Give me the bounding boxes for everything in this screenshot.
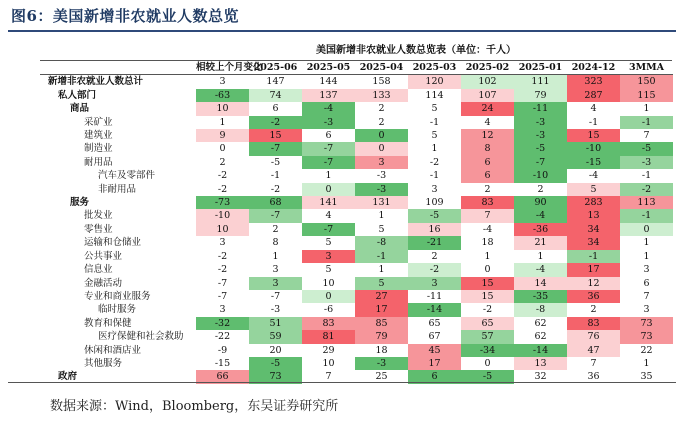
value-cell: 8 [249,236,302,249]
value-cell: 5 [302,263,355,276]
value-cell: -5 [249,357,302,370]
value-cell: 22 [620,344,673,357]
value-cell: 83 [302,317,355,330]
row-label: 服务 [70,197,90,209]
value-cell: 74 [249,89,302,102]
table-row [40,75,673,89]
value-cell: -1 [620,209,673,222]
value-cell: 6 [302,129,355,142]
column-header: 2025-02 [461,61,514,75]
row-label: 制造业 [84,143,113,155]
value-cell: -35 [514,290,567,303]
table-row [40,303,673,316]
value-cell: 144 [302,75,355,89]
value-cell: -3 [302,116,355,129]
value-cell: 5 [355,277,408,290]
value-cell: 7 [620,290,673,303]
value-cell: -73 [196,196,249,209]
value-cell: -1 [408,169,461,182]
data-table-wrapper [40,44,672,384]
value-cell: 3 [249,277,302,290]
value-cell: -5 [514,142,567,155]
value-cell: 16 [408,223,461,236]
row-label: 批发业 [84,210,113,222]
table-row [40,236,673,249]
value-cell: -5 [620,142,673,155]
value-cell: 36 [567,290,620,303]
column-header: 2025-05 [302,61,355,75]
value-cell: 15 [461,290,514,303]
value-cell: 3 [408,277,461,290]
value-cell: 15 [567,129,620,142]
value-cell: -5 [461,370,514,383]
value-cell: 4 [567,102,620,115]
value-cell: 68 [249,196,302,209]
value-cell: 5 [408,102,461,115]
column-header: 相较上个月变化 [196,62,263,73]
value-cell: 323 [567,75,620,89]
value-cell: -10 [196,209,249,222]
table-row [40,330,673,343]
value-cell: 10 [196,102,249,115]
value-cell: 0 [196,142,249,155]
table-row [40,317,673,330]
value-cell: -11 [514,102,567,115]
value-cell: 7 [302,370,355,383]
value-cell: -63 [196,89,249,102]
value-cell: -4 [302,102,355,115]
value-cell: 12 [461,129,514,142]
figure-title: 图6：美国新增非农就业人数总览 [11,7,239,25]
value-cell: -15 [196,357,249,370]
value-cell: -1 [620,116,673,129]
value-cell: -3 [514,129,567,142]
value-cell: -7 [196,277,249,290]
column-header: 2025-03 [408,61,461,75]
value-cell: 66 [196,370,249,383]
value-cell: 6 [408,370,461,383]
value-cell: 73 [620,330,673,343]
row-label: 公共事业 [84,250,123,262]
value-cell: -14 [408,303,461,316]
value-cell: 15 [461,277,514,290]
table-row [40,357,673,370]
value-cell: 65 [461,317,514,330]
value-cell: 3 [355,156,408,169]
value-cell: 81 [302,330,355,343]
value-cell: 133 [355,89,408,102]
value-cell: 3 [408,183,461,196]
value-cell: 59 [249,330,302,343]
value-cell: 1 [355,263,408,276]
value-cell: 73 [620,317,673,330]
value-cell: 1 [408,142,461,155]
value-cell: 0 [461,357,514,370]
value-cell: 12 [567,277,620,290]
value-cell: 1 [620,102,673,115]
value-cell: -2 [408,263,461,276]
row-label: 医疗保健和社会救助 [98,331,184,343]
value-cell: -14 [514,344,567,357]
table-title: 美国新增非农就业人数总览表（单位：千人） [316,45,516,56]
bottom-rule [8,382,676,383]
value-cell: 14 [514,277,567,290]
column-header: 2025-01 [514,61,567,75]
row-label: 商品 [70,103,90,115]
value-cell: 0 [355,129,408,142]
value-cell: 24 [461,102,514,115]
value-cell: 2 [567,303,620,316]
table-row [40,263,673,276]
value-cell: -3 [355,169,408,182]
value-cell: 73 [249,370,302,383]
value-cell: 131 [355,196,408,209]
value-cell: 107 [461,89,514,102]
value-cell: 2 [408,250,461,263]
value-cell: 17 [355,303,408,316]
value-cell: 79 [355,330,408,343]
table-row [40,277,673,290]
value-cell: 76 [567,330,620,343]
row-label: 政府 [58,371,78,383]
row-label: 非耐用品 [98,183,137,195]
value-cell: 32 [514,370,567,383]
value-cell: 15 [249,129,302,142]
value-cell: 158 [355,75,408,89]
value-cell: 17 [408,357,461,370]
value-cell: 17 [567,263,620,276]
value-cell: 7 [620,129,673,142]
value-cell: 3 [196,75,249,89]
value-cell: 1 [249,250,302,263]
value-cell: 10 [302,277,355,290]
value-cell: -8 [514,303,567,316]
source-note: 数据来源：Wind，Bloomberg，东吴证券研究所 [50,399,339,414]
value-cell: 10 [196,223,249,236]
value-cell: -2 [196,169,249,182]
value-cell: -1 [567,250,620,263]
value-cell: -7 [302,156,355,169]
value-cell: 1 [620,236,673,249]
value-cell: 36 [567,370,620,383]
value-cell: 20 [249,344,302,357]
value-cell: 18 [355,344,408,357]
value-cell: -7 [302,142,355,155]
value-cell: -4 [514,209,567,222]
value-cell: 147 [249,75,302,89]
value-cell: 18 [461,236,514,249]
value-cell: 90 [514,196,567,209]
value-cell: -4 [461,223,514,236]
value-cell: 3 [620,263,673,276]
value-cell: 6 [461,156,514,169]
row-label: 金融活动 [84,277,123,289]
value-cell: 1 [461,250,514,263]
value-cell: 13 [567,209,620,222]
table-row [40,196,673,209]
value-cell: 6 [620,277,673,290]
value-cell: -15 [567,156,620,169]
value-cell: 0 [302,290,355,303]
value-cell: -22 [196,330,249,343]
header-label-cell [40,61,196,75]
table-row [40,169,673,182]
value-cell: -2 [196,250,249,263]
value-cell: 57 [461,330,514,343]
column-header: 2025-06 [249,61,302,75]
row-label: 休闲和酒店业 [84,344,142,356]
row-label: 新增非农就业人数总计 [48,76,144,88]
value-cell: -1 [249,169,302,182]
value-cell: -8 [355,236,408,249]
value-cell: 45 [408,344,461,357]
value-cell: 51 [249,317,302,330]
value-cell: 79 [514,89,567,102]
value-cell: 7 [567,357,620,370]
value-cell: 141 [302,196,355,209]
table-row [40,102,673,115]
value-cell: 0 [461,263,514,276]
value-cell: -7 [249,209,302,222]
value-cell: -2 [461,303,514,316]
value-cell: -32 [196,317,249,330]
value-cell: 21 [514,236,567,249]
value-cell: 2 [514,183,567,196]
value-cell: 2 [249,223,302,236]
value-cell: -5 [249,156,302,169]
value-cell: 1 [514,250,567,263]
value-cell: -1 [408,116,461,129]
table-row [40,223,673,236]
value-cell: -11 [408,290,461,303]
table-row [40,209,673,222]
value-cell: 3 [249,263,302,276]
value-cell: 5 [302,236,355,249]
value-cell: -21 [408,236,461,249]
value-cell: 9 [196,129,249,142]
value-cell: 13 [514,357,567,370]
value-cell: 83 [461,196,514,209]
value-cell: 2 [196,156,249,169]
table-row [40,116,673,129]
value-cell: 0 [355,142,408,155]
row-label: 专业和商业服务 [84,290,151,302]
value-cell: 85 [355,317,408,330]
column-header: 2025-04 [355,61,408,75]
row-label: 教育和保健 [84,317,132,329]
value-cell: 1 [196,116,249,129]
value-cell: -10 [514,169,567,182]
value-cell: 114 [408,89,461,102]
row-label: 临时服务 [98,304,137,316]
value-cell: -2 [196,263,249,276]
value-cell: 102 [461,75,514,89]
value-cell: 10 [302,357,355,370]
value-cell: 1 [302,169,355,182]
value-cell: -1 [355,250,408,263]
value-cell: 5 [408,129,461,142]
value-cell: 2 [461,183,514,196]
value-cell: 5 [567,183,620,196]
table-row [40,183,673,196]
nfp-table [40,61,673,384]
row-label: 汽车及零部件 [98,170,156,182]
row-label: 运输和仓储业 [84,237,142,249]
table-row [40,290,673,303]
table-row [40,89,673,102]
value-cell: -3 [355,357,408,370]
value-cell: 62 [514,330,567,343]
value-cell: -10 [567,142,620,155]
value-cell: 4 [461,116,514,129]
column-header: 3MMA [620,61,673,75]
value-cell: 150 [620,75,673,89]
value-cell: -4 [514,263,567,276]
value-cell: -7 [249,290,302,303]
row-label: 其他服务 [84,357,123,369]
value-cell: 65 [408,317,461,330]
value-cell: 3 [302,250,355,263]
table-row [40,129,673,142]
value-cell: 1 [355,209,408,222]
value-cell: -7 [249,142,302,155]
value-cell: 0 [302,183,355,196]
value-cell: 6 [249,102,302,115]
value-cell: -1 [567,116,620,129]
value-cell: 4 [302,209,355,222]
value-cell: 7 [461,209,514,222]
value-cell: 25 [355,370,408,383]
value-cell: 62 [514,317,567,330]
value-cell: 283 [567,196,620,209]
value-cell: -36 [514,223,567,236]
value-cell: 3 [620,303,673,316]
value-cell: -3 [355,183,408,196]
value-cell: 29 [302,344,355,357]
value-cell: 287 [567,89,620,102]
value-cell: 5 [355,223,408,236]
value-cell: -7 [302,223,355,236]
value-cell: 1 [620,250,673,263]
value-cell: -34 [461,344,514,357]
value-cell: 34 [567,236,620,249]
value-cell: 3 [196,303,249,316]
value-cell: 1 [620,357,673,370]
value-cell: -4 [567,169,620,182]
table-row [40,142,673,155]
value-cell: 3 [196,236,249,249]
value-cell: 137 [302,89,355,102]
value-cell: 34 [567,223,620,236]
value-cell: -2 [408,156,461,169]
value-cell: -2 [196,183,249,196]
value-cell: -7 [196,290,249,303]
value-cell: 109 [408,196,461,209]
value-cell: -3 [249,303,302,316]
table-row [40,344,673,357]
value-cell: -2 [249,183,302,196]
row-label: 零售业 [84,223,113,235]
value-cell: 27 [355,290,408,303]
value-cell: 2 [355,102,408,115]
value-cell: -3 [620,156,673,169]
row-label: 耐用品 [84,156,113,168]
row-label: 信息业 [84,264,113,276]
row-label: 建筑业 [84,130,113,142]
row-label: 采矿业 [84,116,113,128]
value-cell: -7 [514,156,567,169]
value-cell: 111 [514,75,567,89]
value-cell: 47 [567,344,620,357]
value-cell: 8 [461,142,514,155]
table-row [40,156,673,169]
table-header-row [40,61,673,75]
row-label: 私人部门 [58,89,97,101]
value-cell: 6 [461,169,514,182]
title-rule [8,30,676,32]
value-cell: -1 [620,169,673,182]
value-cell: 35 [620,370,673,383]
value-cell: 115 [620,89,673,102]
value-cell: -5 [408,209,461,222]
value-cell: 0 [620,223,673,236]
value-cell: 120 [408,75,461,89]
value-cell: 113 [620,196,673,209]
value-cell: 2 [355,116,408,129]
value-cell: -2 [620,183,673,196]
table-row [40,250,673,263]
value-cell: 67 [408,330,461,343]
column-header: 2024-12 [567,61,620,75]
value-cell: 83 [567,317,620,330]
value-cell: -3 [514,116,567,129]
value-cell: -2 [249,116,302,129]
value-cell: -6 [302,303,355,316]
value-cell: -9 [196,344,249,357]
